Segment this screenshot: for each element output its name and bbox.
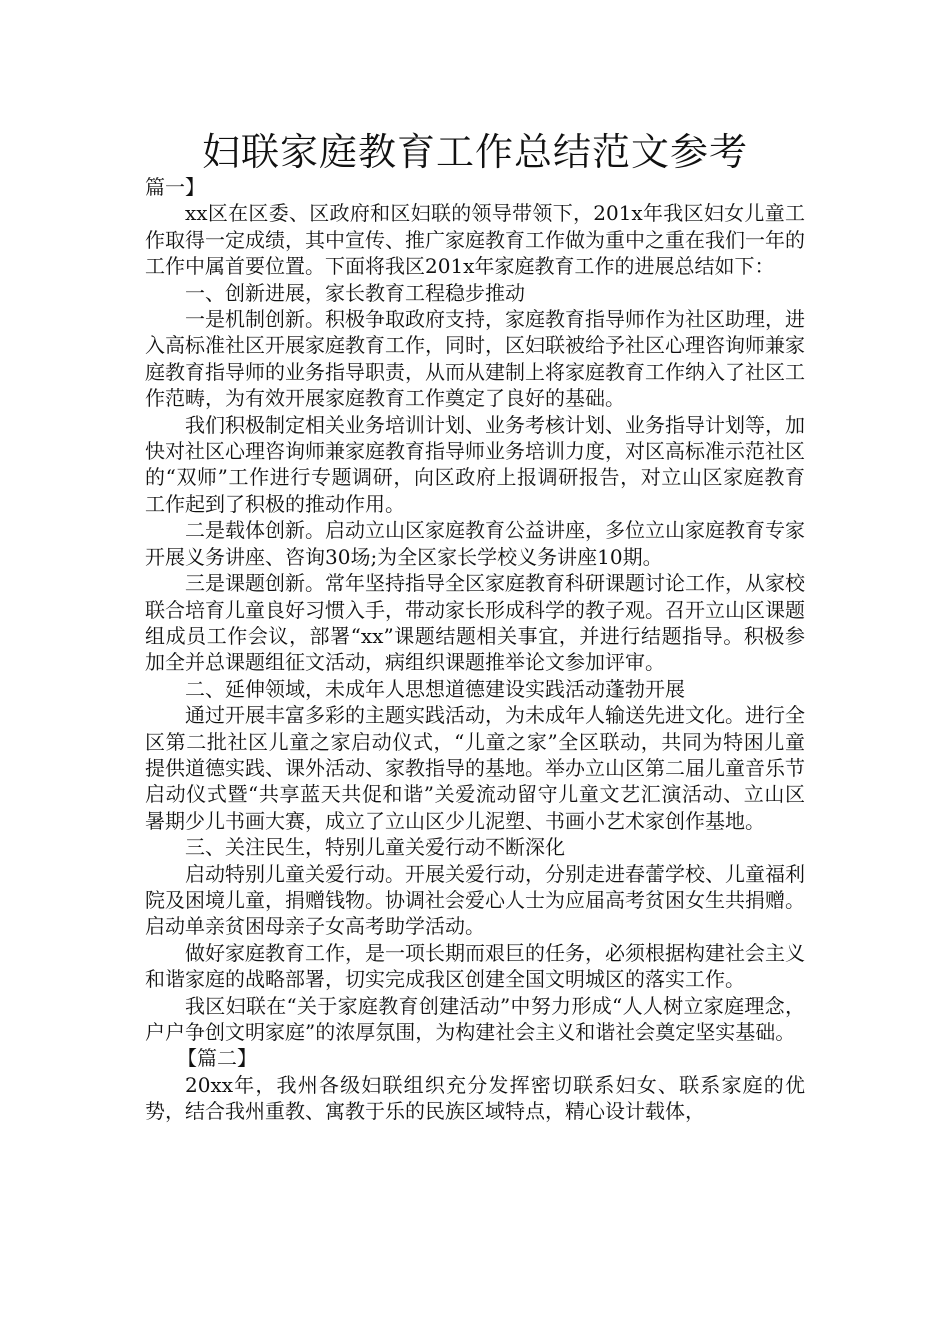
paragraph-care: 启动特别儿童关爱行动。开展关爱行动，分别走进春蕾学校、儿童福利院及困境儿童，捐赠钱物。协调社会爱心人士为应届高考贫困女生共捐赠。启动单亲贫困母亲子女高考助学活动。 <box>145 861 805 939</box>
part2-label: 【篇二】 <box>177 1046 257 1071</box>
document-title: 妇联家庭教育工作总结范文参考 <box>201 130 748 174</box>
paragraph-longterm: 做好家庭教育工作，是一项长期而艰巨的任务，必须根据构建社会主义和谐家庭的战略部署，切实完成我区创建全国文明城区的落实工作。 <box>145 940 805 992</box>
paragraph-part2-intro: 20xx年，我州各级妇联组织充分发挥密切联系妇女、联系家庭的优势，结合我州重教、寓教于乐的民族区域特点，精心设计载体， <box>145 1072 805 1124</box>
paragraph-activities: 通过开展丰富多彩的主题实践活动，为未成年人输送先进文化。进行全区第二批社区儿童之家启动仪式，“儿童之家”全区联动，共同为特困儿童提供道德实践、课外活动、家教指导的基地。举办立山区第二届儿童音乐节启动仪式暨“共享蓝天共促和谐”关爱流动留守儿童文艺汇演活动、立山区暑期少儿书画大赛，成立了立山区少儿泥塑、书画小艺术家创作基地。 <box>145 703 805 833</box>
paragraph-carrier: 二是载体创新。启动立山区家庭教育公益讲座，多位立山家庭教育专家开展义务讲座、咨询30场;为全区家长学校义务讲座10期。 <box>145 518 805 569</box>
paragraph-mechanism: 一是机制创新。积极争取政府支持，家庭教育指导师作为社区助理，进入高标准社区开展家庭教育工作，同时，区妇联被给予社区心理咨询师兼家庭教育指导师的业务指导职责，从而从建制上将家庭教育工作纳入了社区工作范畴，为有效开展家庭教育工作奠定了良好的基础。 <box>145 307 805 411</box>
part1-label: 篇一】 <box>145 175 205 199</box>
paragraph-intro: xx区在区委、区政府和区妇联的领导带领下，201x年我区妇女儿童工作取得一定成绩，其中宣传、推广家庭教育工作做为重中之重在我们一年的工作中属首要位置。下面将我区201x年家庭教育工作的进展总结如下： <box>145 201 805 279</box>
section-heading-3: 三、关注民生，特别儿童关爱行动不断深化 <box>185 835 565 860</box>
paragraph-research: 三是课题创新。常年坚持指导全区家庭教育科研课题讨论工作，从家校联合培育儿童良好习惯入手，带动家长形成科学的教子观。召开立山区课题组成员工作会议，部署“xx”课题结题相关事宜，并进行结题指导。积极参加全并总课题组征文活动，病组织课题推举论文参加评审。 <box>145 571 805 675</box>
section-heading-2: 二、延伸领域，未成年人思想道德建设实践活动蓬勃开展 <box>185 676 685 701</box>
paragraph-training: 我们积极制定相关业务培训计划、业务考核计划、业务指导计划等，加快对社区心理咨询师兼家庭教育指导师业务培训力度，对区高标准示范社区的“双师”工作进行专题调研，向区政府上报调研报告，对立山区家庭教育工作起到了积极的推动作用。 <box>145 412 805 516</box>
section-heading-1: 一、创新进展，家长教育工程稳步推动 <box>185 280 525 305</box>
paragraph-conclusion: 我区妇联在“关于家庭教育创建活动”中努力形成“人人树立家庭理念，户户争创文明家庭”的浓厚氛围，为构建社会主义和谐社会奠定坚实基础。 <box>145 993 805 1044</box>
document-body <box>145 174 805 1125</box>
